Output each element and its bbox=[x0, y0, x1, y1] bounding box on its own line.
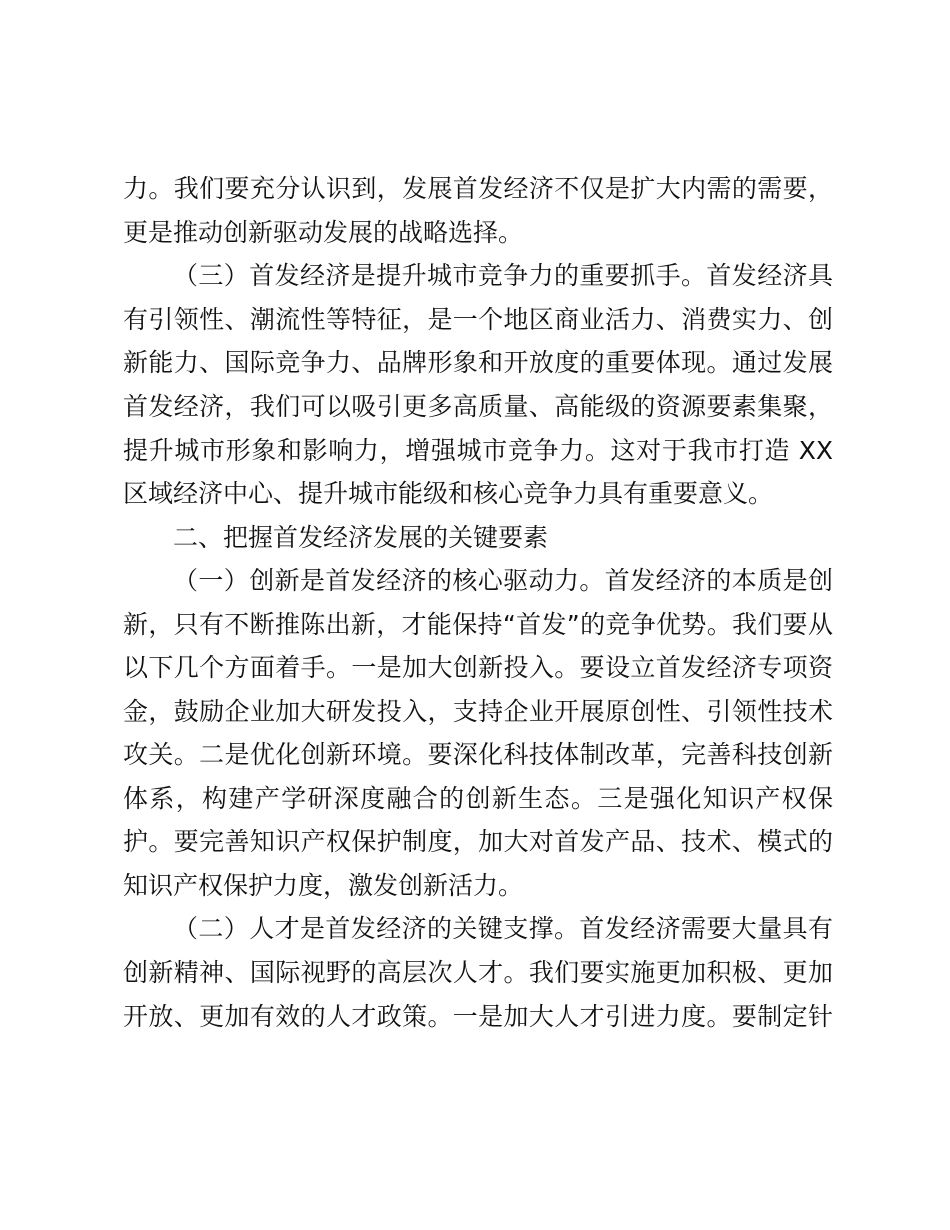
paragraph-line: 体系，构建产学研深度融合的创新生态。三是强化知识产权保 bbox=[123, 784, 833, 813]
paragraph-line: 护。要完善知识产权保护制度，加大对首发产品、技术、模式的 bbox=[123, 827, 833, 856]
paragraph-line: 有引领性、潮流性等特征，是一个地区商业活力、消费实力、创 bbox=[123, 305, 833, 334]
paragraph-line: 金，鼓励企业加大研发投入，支持企业开展原创性、引领性技术 bbox=[123, 697, 833, 726]
section-heading-line: （三）首发经济是提升城市竞争力的重要抓手。首发经济具 bbox=[173, 261, 833, 290]
paragraph-line: 首发经济，我们可以吸引更多高质量、高能级的资源要素集聚， bbox=[123, 392, 833, 421]
paragraph-line: 知识产权保护力度，激发创新活力。 bbox=[123, 871, 524, 900]
section-heading-line: （一）创新是首发经济的核心驱动力。首发经济的本质是创 bbox=[173, 566, 833, 595]
paragraph-line: 新能力、国际竞争力、品牌形象和开放度的重要体现。通过发展 bbox=[123, 348, 833, 377]
paragraph-line: 开放、更加有效的人才政策。一是加大人才引进力度。要制定针 bbox=[123, 1002, 833, 1031]
paragraph-line: 创新精神、国际视野的高层次人才。我们要实施更加积极、更加 bbox=[123, 958, 833, 987]
paragraph-line: 力。我们要充分认识到，发展首发经济不仅是扩大内需的需要， bbox=[123, 174, 833, 203]
paragraph-line: 以下几个方面着手。一是加大创新投入。要设立首发经济专项资 bbox=[123, 653, 833, 682]
section-title: 二、把握首发经济发展的关键要素 bbox=[173, 523, 549, 552]
paragraph-line: 更是推动创新驱动发展的战略选择。 bbox=[123, 218, 524, 247]
paragraph-line: 攻关。二是优化创新环境。要深化科技体制改革，完善科技创新 bbox=[123, 740, 833, 769]
paragraph-line: 提升城市形象和影响力，增强城市竞争力。这对于我市打造 XX bbox=[123, 436, 833, 465]
paragraph-line: 区域经济中心、提升城市能级和核心竞争力具有重要意义。 bbox=[123, 479, 774, 508]
section-heading-line: （二）人才是首发经济的关键支撑。首发经济需要大量具有 bbox=[173, 914, 833, 943]
paragraph-line: 新，只有不断推陈出新，才能保持“首发”的竞争优势。我们要从 bbox=[123, 610, 833, 639]
